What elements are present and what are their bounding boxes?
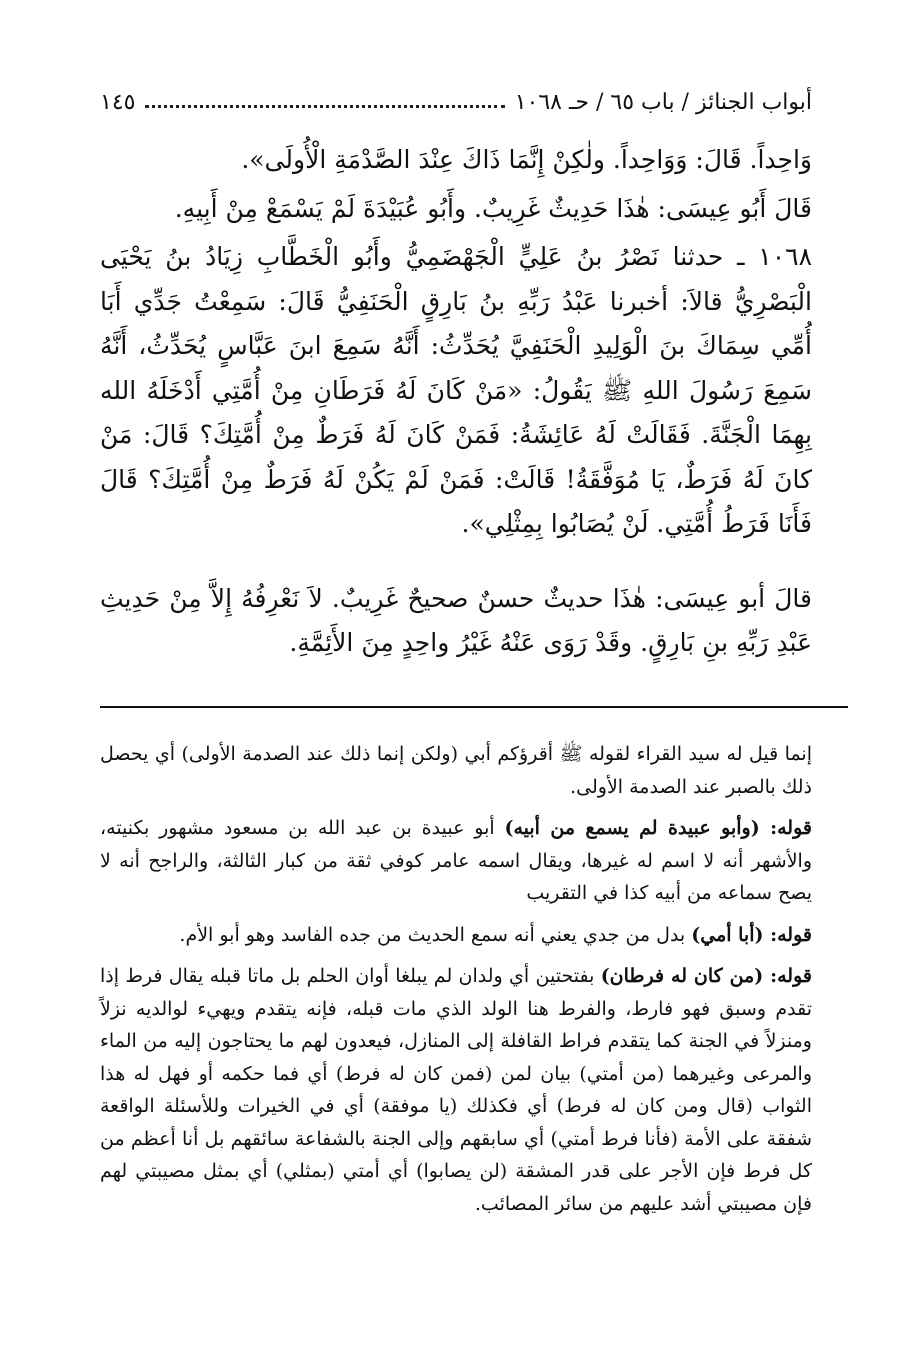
main-text bbox=[100, 138, 812, 666]
header-dot-leader bbox=[145, 101, 504, 108]
commentary bbox=[100, 738, 812, 1220]
note-3 bbox=[100, 919, 812, 952]
note-4-label: قوله: (من كان له فرطان) bbox=[600, 965, 812, 987]
note-2 bbox=[100, 812, 812, 910]
hadith-1068: ١٠٦٨ ـ حدثنا نَصْرُ بنُ عَلِيٍّ الْجَهْضَمِيُّ وأَبُو الْخَطَّابِ زِيَادُ بنُ يَحْيَى الْبَصْرِيُّ قالاَ: أخبرنا عَبْدُ رَبِّهِ بنُ بَارِقٍ الْحَنَفِيُّ قَالَ: سَمِعْتُ جَدِّي أَبَا أُمِّي سِمَاكَ بنَ الْوَلِيدِ الْحَنَفِيَّ يُحَدِّثُ: أَنَّهُ سَمِعَ ابنَ عَبَّاسٍ يُحَدِّثُ، أَنَّهُ سَمِعَ رَسُولَ اللهِ ﷺ يَقُولُ: «مَنْ كَانَ لَهُ فَرَطَانِ مِنْ أُمَّتِي أَدْخَلَهُ الله بِهِمَا الْجَنَّةَ. فَقَالَتْ لَهُ عَائِشَةُ: فَمَنْ كَانَ لَهُ فَرَطٌ مِنْ أُمَّتِكَ؟ قَالَ: مَنْ كانَ لَهُ فَرَطٌ، يَا مُوَفَّقَةُ! قَالَتْ: فَمَنْ لَمْ يَكُنْ لَهُ فَرَطٌ مِنْ أُمَّتِكَ؟ قَالَ فَأَنَا فَرَطُ أُمَّتِي. لَنْ يُصَابُوا بِمِثْلِي». bbox=[100, 242, 812, 538]
running-header bbox=[100, 86, 812, 118]
note-3-label: قوله: (أبا أمي) bbox=[691, 923, 812, 946]
header-title: أبواب الجنائز / باب ٦٥ / حـ ١٠٦٨ bbox=[514, 89, 812, 115]
main-paragraph-4: قالَ أبو عِيسَى: هٰذَا حديثٌ حسنٌ صحيحٌ غَرِيبٌ. لاَ نَعْرِفُهُ إِلاَّ مِنْ حَدِيثِ عَبْدِ رَبِّهِ بنِ بَارِقٍ. وقَدْ رَوَى عَنْهُ غَيْرُ واحِدٍ مِنَ الأَئِمَّةِ. bbox=[100, 583, 812, 657]
note-4 bbox=[100, 960, 812, 1220]
note-4-text: بفتحتين أي ولدان لم يبلغا أوان الحلم بل ماتا قبله يقال فرط إذا تقدم وسبق فهو فارط، والفرط هنا الولد الذي مات قبله، فإنه يتقدم ويهيء لوالديه نزلاً ومنزلاً في الجنة كما يتقدم فراط القافلة إلى المنازل، فيعدون لهم ما يحتاجون إليه من الماء والمرعى وغيرهما (من أمتي) بيان لمن (فمن كان له فرط) أي فما حكمه أو فهل له هذا الثواب (قال ومن كان له فرط) أي فكذلك (يا موفقة) أي في الخيرات وللأسئلة الواقعة شفقة على الأمة (فأنا فرط أمتي) أي سابقهم وإلى الجنة بالشفاعة سائقهم بل أنا أعظم من كل فرط فإن الأجر على قدر المشقة (لن يصابوا) أي أمتي (بمثلي) أي بمثل مصيبتي لهم فإن مصيبتي أشد عليهم من سائر المصائب. bbox=[100, 965, 812, 1215]
main-paragraph-1: وَاحِداً. قَالَ: وَوَاحِداً. ولٰكِنْ إِنَّمَا ذَاكَ عِنْدَ الصَّدْمَةِ الْأُولَى». bbox=[241, 145, 812, 174]
note-1: إنما قيل له سيد القراء لقوله ﷺ أقرؤكم أبي (ولكن إنما ذلك عند الصدمة الأولى) أي يحصل ذلك بالصبر عند الصدمة الأولى. bbox=[100, 743, 812, 798]
page-number: ١٤٥ bbox=[100, 89, 136, 115]
main-paragraph-2: قَالَ أَبُو عِيسَى: هٰذَا حَدِيثٌ غَرِيبٌ. وأَبُو عُبَيْدَةَ لَمْ يَسْمَعْ مِنْ أَبِيهِ. bbox=[174, 193, 812, 223]
note-2-text: أبو عبيدة بن عبد الله بن مسعود مشهور بكنيته، والأشهر أنه لا اسم له غيرها، ويقال اسمه عامر كوفي ثقة من كبار الثالثة، والراجح أنه لا يصح سماعه من أبيه كذا في التقريب bbox=[100, 817, 812, 904]
note-2-label: قوله: (وأبو عبيدة لم يسمع من أبيه) bbox=[504, 817, 812, 839]
footnote-divider bbox=[100, 706, 848, 708]
note-3-text: بدل من جدي يعني أنه سمع الحديث من جده الفاسد وهو أبو الأم. bbox=[179, 923, 692, 946]
